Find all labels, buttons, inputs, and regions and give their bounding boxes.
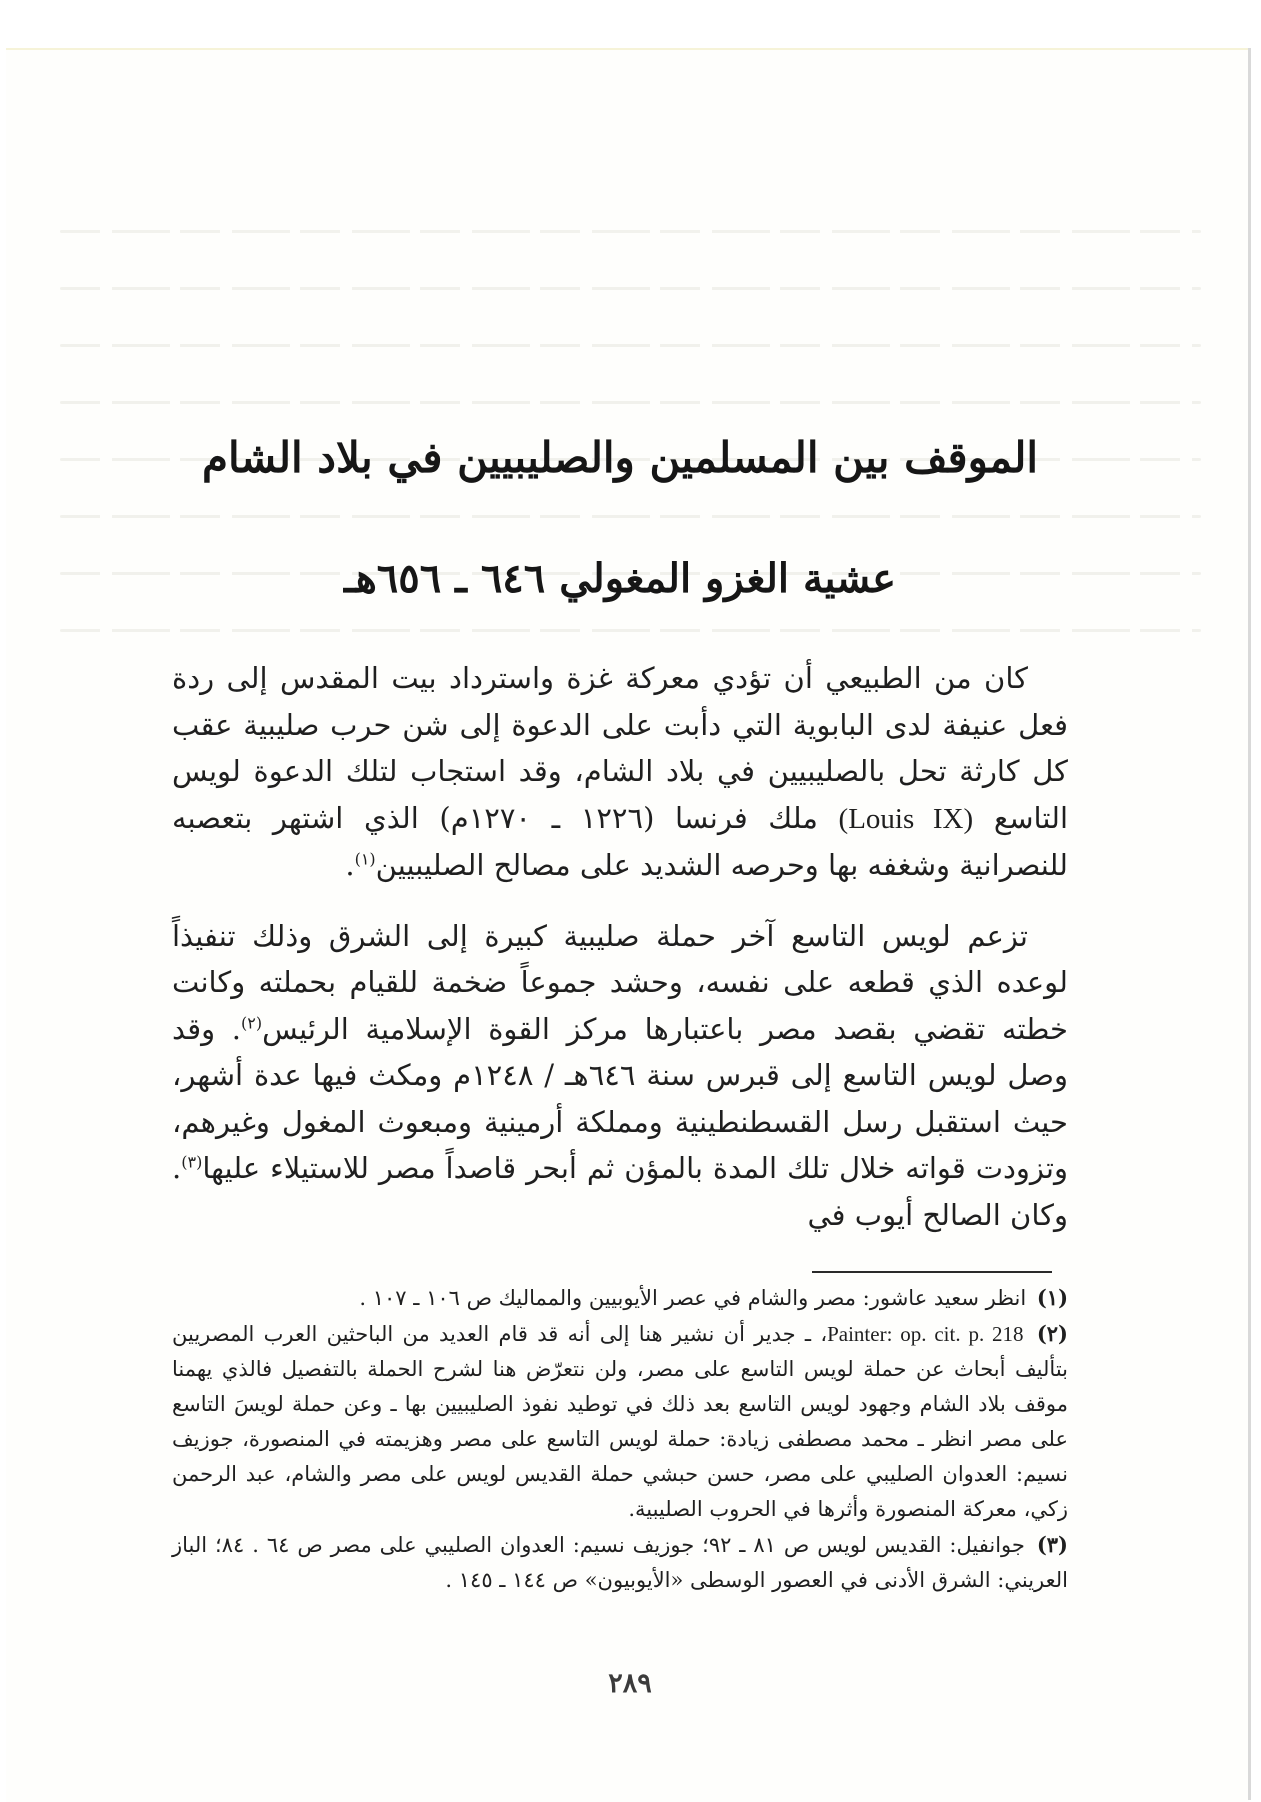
footnote-1 bbox=[172, 1280, 1068, 1316]
footnote-citation: Painter: op. cit. p. 218 bbox=[827, 1322, 1024, 1346]
paragraph-end: . bbox=[345, 848, 355, 882]
page-edge-shadow bbox=[1248, 48, 1251, 1800]
paragraph bbox=[172, 913, 1068, 1239]
chapter-subtitle: عشية الغزو المغولي ٦٤٦ ـ ٦٥٦هـ bbox=[343, 555, 897, 603]
footnotes bbox=[172, 1280, 1068, 1598]
latin-name: (Louis IX) bbox=[838, 802, 974, 835]
footnote-number: (٣) bbox=[1036, 1532, 1068, 1557]
footnote-text: ، ـ جدير أن نشير هنا إلى أنه قد قام العديد من الباحثين العرب المصريين بتأليف أبحاث عن حملة لويس التاسع على مصر، ولن نتعرّض هنا لشرح الحملة بالتفصيل فالذي يهمنا موقف بلاد الشام وجهود لويس التاسع بعد ذلك في توطيد نفوذ الصليبيين بها ـ وعن حملة لويسَ التاسع على مصر انظر ـ محمد مصطفى زيادة: حملة لويس التاسع على مصر وهزيمته في المنصورة، جوزيف نسيم: العدوان الصليبي على مصر، حسن حبشي حملة القديس لويس على مصر والشام، عبد الرحمن زكي، معركة المنصورة وأثرها في الحروب الصليبية. bbox=[172, 1322, 1068, 1521]
footnote-2 bbox=[172, 1316, 1068, 1527]
footnote-reference[interactable]: (١) bbox=[354, 849, 376, 869]
paragraph-text: تزعم لويس التاسع آخر حملة صليبية كبيرة إلى الشرق وذلك تنفيذاً لوعده الذي قطعه على نفسه، وحشد جموعاً ضخمة للقيام بحملته وكانت خطته تقضي بقصد مصر باعتبارها مركز القوة الإسلامية الرئيس bbox=[172, 918, 1068, 1046]
footnote-reference[interactable]: (٣) bbox=[181, 1152, 203, 1172]
chapter-title: الموقف بين المسلمين والصليبيين في بلاد الشام bbox=[201, 433, 1039, 483]
body-text bbox=[172, 655, 1068, 1238]
footnote-text: جوانفيل: القديس لويس ص ٨١ ـ ٩٢؛ جوزيف نسيم: العدوان الصليبي على مصر ص ٦٤ . ٨٤؛ الباز العريني: الشرق الأدنى في العصور الوسطى «الأيوبيون» ص ١٤٤ ـ ١٤٥ . bbox=[172, 1533, 1068, 1592]
paragraph-text: . وكان الصالح أيوب في bbox=[172, 1151, 1068, 1232]
footnote-3 bbox=[172, 1527, 1068, 1598]
footnote-number: (١) bbox=[1036, 1285, 1068, 1310]
paragraph-text: ملك فرنسا (١٢٢٦ ـ ١٢٧٠م) الذي اشتهر بتعصبه للنصرانية وشغفه بها وحرصه الشديد على مصالح الصليبيين bbox=[172, 800, 1068, 882]
footnote-text: انظر سعيد عاشور: مصر والشام في عصر الأيوبيين والمماليك ص ١٠٦ ـ ١٠٧ . bbox=[359, 1286, 1027, 1310]
page-number: ٢٨٩ bbox=[608, 1668, 652, 1699]
paragraph-text: . وقد وصل لويس التاسع إلى قبرس سنة ٦٤٦هـ / ١٢٤٨م ومكث فيها عدة أشهر، حيث استقبل رسل القسطنطينية ومملكة أرمينية ومبعوث المغول وغيرهم، وتزودت قواته خلال تلك المدة بالمؤن ثم أبحر قاصداً مصر للاستيلاء عليها bbox=[172, 1011, 1069, 1185]
paragraph-text: كان من الطبيعي أن تؤدي معركة غزة واسترداد بيت المقدس إلى ردة فعل عنيفة لدى البابوية التي دأبت على الدعوة إلى شن حرب صليبية عقب كل كارثة تحل بالصليبيين في بلاد الشام، وقد استجاب لتلك الدعوة لويس التاسع bbox=[172, 661, 1069, 835]
footnote-separator bbox=[812, 1271, 1052, 1273]
footnote-reference[interactable]: (٢) bbox=[241, 1012, 263, 1032]
footnote-number: (٢) bbox=[1036, 1321, 1068, 1346]
paragraph bbox=[172, 655, 1068, 889]
